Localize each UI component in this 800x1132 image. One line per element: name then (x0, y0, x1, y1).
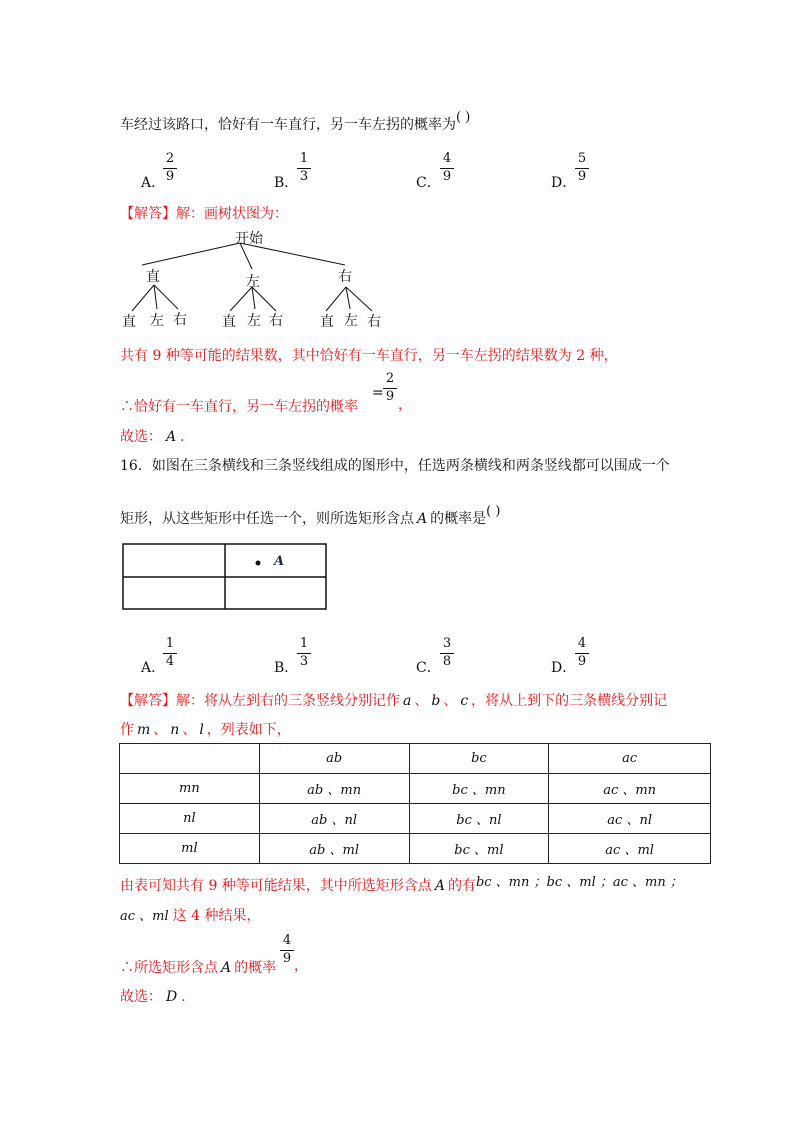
tree-leaf: 右 (173, 312, 187, 328)
q16-probability-line: ∴所选矩形含点 A 的概率 (120, 960, 277, 976)
fraction: 3 8 (440, 637, 454, 669)
q16-answer-line2: 作 m 、 n 、 l ，列表如下， (120, 722, 291, 738)
table-cell (120, 744, 260, 774)
q16-result-line1: 由表可知共有 9 种等可能结果，其中所选矩形含点 A 的有bc 、mn ；bc 、ml ；ac 、mn ； (120, 875, 683, 894)
tree-leaf: 直 (122, 314, 136, 330)
q15-answer-paren: ( ) (456, 110, 471, 125)
q15-answer-heading: 【解答】解：画树状图为： (120, 206, 288, 222)
tree-leaf: 右 (269, 313, 283, 329)
fraction: 1 4 (163, 637, 177, 669)
fraction: 2 9 (383, 372, 397, 404)
table-cell: ml (120, 834, 260, 864)
table-cell: ac 、mn (549, 774, 711, 804)
outcome-table (119, 743, 711, 864)
tree-node-left: 左 (246, 274, 260, 290)
tree-leaf: 直 (320, 314, 334, 330)
table-cell: nl (120, 804, 260, 834)
tree-leaf: 左 (150, 313, 164, 329)
tree-leaf: 左 (247, 313, 261, 329)
table-cell: bc 、mn (409, 774, 549, 804)
tree-node-right: 右 (338, 269, 352, 285)
q15-result-count: 共有 9 种等可能的结果数，其中恰好有一车直行，另一车左拐的结果数为 2 种， (120, 348, 618, 364)
q16-result-line2: ac 、ml 这 4 种结果， (120, 908, 261, 924)
fraction: 1 3 (297, 152, 311, 184)
table-cell: ac 、ml (549, 834, 711, 864)
table-row (120, 804, 711, 834)
table-cell: bc 、ml (409, 834, 549, 864)
point-a-label: A (274, 554, 285, 569)
q15-stem: 车经过该路口，恰好有一车直行，另一车左拐的概率为( ) (120, 110, 471, 133)
table-cell: ac 、nl (549, 804, 711, 834)
fraction: 4 9 (575, 637, 589, 669)
table-cell: bc (409, 744, 549, 774)
fraction: 1 3 (297, 637, 311, 669)
q16-answer-paren: ( ) (486, 504, 501, 519)
table-cell: ab (259, 744, 409, 774)
tree-root: 开始 (235, 231, 263, 247)
table-row (120, 834, 711, 864)
table-row (120, 774, 711, 804)
table-cell: ab 、ml (259, 834, 409, 864)
table-cell: ac (549, 744, 711, 774)
q16-choice: 故选： D ． (120, 989, 196, 1005)
table-cell: ab 、nl (259, 804, 409, 834)
fraction: 4 9 (440, 152, 454, 184)
q16-answer-line1: 【解答】解：将从左到右的三条竖线分别记作 a 、 b 、 c ，将从上到下的三条横线分别记 (120, 693, 668, 709)
point-a-dot (256, 561, 261, 566)
q16-stem-line2: 矩形，从这些矩形中任选一个，则所选矩形含点 A 的概率是( ) (120, 504, 501, 527)
q15-probability-line: ∴恰好有一车直行，另一车左拐的概率 (120, 399, 358, 415)
fraction: 4 9 (280, 934, 294, 966)
grid-lines (122, 543, 330, 613)
equals-sign: = (372, 385, 384, 401)
table-header-row (120, 744, 711, 774)
table-cell: ab 、mn (259, 774, 409, 804)
table-cell: mn (120, 774, 260, 804)
tree-node-straight: 直 (146, 269, 160, 285)
q15-choice: 故选： A ． (120, 429, 195, 445)
fraction: 5 9 (575, 152, 589, 184)
tree-leaf: 直 (222, 314, 236, 330)
q16-stem-line1: 16．如图在三条横线和三条竖线组成的图形中，任选两条横线和两条竖线都可以围成一个 (120, 458, 670, 474)
tree-leaf: 右 (367, 314, 381, 330)
tree-leaf: 左 (344, 313, 358, 329)
fraction: 2 9 (163, 152, 177, 184)
table-cell: bc 、nl (409, 804, 549, 834)
